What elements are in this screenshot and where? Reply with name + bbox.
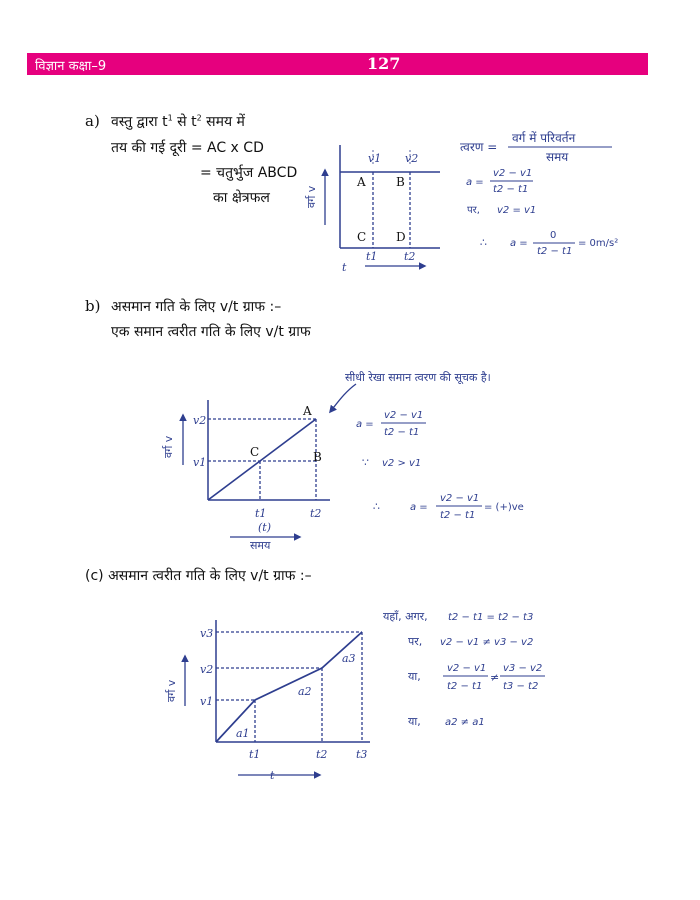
formula-a-therefore: ∴ (480, 236, 487, 249)
graph-a-t-axis: t (342, 261, 347, 274)
formula-b-because: ∵ (362, 456, 369, 469)
section-c-line1: (c) असमान त्वरीत गति के लिए v/t ग्राफ :– (85, 568, 312, 584)
formula-b-a-eq: a = (356, 419, 374, 430)
formula-b-a-den: t2 − t1 (384, 427, 420, 438)
formula-c-neq: ≠ (490, 671, 500, 684)
section-a-line1: वस्तु द्वारा $t^1$ से $t^2$ समय में (111, 113, 245, 130)
graph-b-x-label: (t) (258, 521, 272, 534)
formula-c-cond3: a2 ≠ a1 (445, 717, 485, 728)
formula-a-a-eq: a = (466, 177, 484, 188)
graph-b-t1: t1 (255, 507, 267, 520)
formula-b-therefore: ∴ (373, 500, 380, 513)
section-b-line1: असमान गति के लिए v/t ग्राफ :– (111, 299, 282, 315)
formula-c-f-r-den: t3 − t2 (503, 681, 539, 692)
formula-a-res-a: a = (510, 238, 528, 249)
graph-b-callout: सीधी रेखा समान त्वरण की सूचक है। (345, 371, 491, 384)
graph-c-y-label: वर्ग v (165, 679, 178, 702)
graph-c-a3: a3 (342, 652, 356, 665)
graph-c-line (216, 632, 362, 742)
graph-a-point-b: B (396, 175, 405, 189)
graph-b-line (208, 419, 316, 500)
formula-c-yahan: यहाँ, अगर, (383, 610, 428, 623)
formula-a-acc-den: समय (546, 150, 569, 164)
formula-b-a-num: v2 − v1 (384, 410, 424, 421)
header-subject: विज्ञान कक्षा–9 (35, 59, 107, 74)
graph-b-point-c: C (250, 445, 260, 459)
formula-b-because-cond: v2 > v1 (382, 458, 422, 469)
formula-a-res-val: = 0m/s² (578, 238, 619, 249)
formula-c-f-l-den: t2 − t1 (447, 681, 483, 692)
graph-b-v1: v1 (193, 456, 207, 469)
section-a-line2: तय की गई दूरी = AC x CD (111, 140, 264, 156)
graph-b-point-b: B (313, 450, 322, 464)
graph-c-v2: v2 (200, 663, 214, 676)
formula-c-ya2: या, (408, 715, 421, 728)
formula-b-res-a: a = (410, 502, 428, 513)
formula-a-res-num: 0 (550, 230, 557, 241)
formula-b-res-num: v2 − v1 (440, 493, 480, 504)
formula-c-ya1: या, (408, 670, 421, 683)
graph-b-v2: v2 (193, 414, 207, 427)
graph-c-t2: t2 (316, 748, 328, 761)
graph-c-v1: v1 (200, 695, 214, 708)
section-a-line4: का क्षेत्रफल (213, 190, 270, 206)
graph-b-callout-arrow (330, 384, 356, 412)
graph-c-t-axis: t (270, 769, 275, 782)
graph-a-point-d: D (396, 230, 406, 244)
graph-c-t3: t3 (356, 748, 368, 761)
formula-b-res-val: = (+)ve (484, 502, 524, 513)
graph-a-t2: t2 (404, 250, 416, 263)
formula-a-par-cond: v2 = v1 (497, 205, 537, 216)
graph-c-v3: v3 (200, 627, 214, 640)
graph-b-x-label2: समय (250, 539, 271, 552)
formula-a-par: पर, (467, 205, 480, 216)
graph-c-a2: a2 (298, 685, 312, 698)
section-a-marker: a) (85, 112, 100, 130)
section-b-marker: b) (85, 297, 101, 315)
graph-a-v1: v1 (368, 152, 382, 165)
formula-a-res-den: t2 − t1 (537, 246, 573, 257)
formula-c-f-r-num: v3 − v2 (503, 663, 543, 674)
graph-a-point-a: A (357, 175, 366, 189)
formula-a-acc-num: वर्ग में परिवर्तन (512, 131, 576, 145)
graph-b-y-label: वर्ग v (162, 435, 175, 458)
section-b-line2: एक समान त्वरीत गति के लिए v/t ग्राफ (111, 324, 311, 340)
graph-b-point-a: A (303, 404, 312, 418)
graph-a-y-label: वर्ग v (305, 185, 318, 208)
formula-a-a-den: t2 − t1 (493, 184, 529, 195)
graph-b-t2: t2 (310, 507, 322, 520)
graph-a-t1: t1 (366, 250, 378, 263)
formula-c-par: पर, (408, 635, 423, 648)
formula-a-a-num: v2 − v1 (493, 168, 533, 179)
graph-a (325, 145, 440, 266)
formula-c-cond2: v2 − v1 ≠ v3 − v2 (440, 637, 534, 648)
graph-c-t1: t1 (249, 748, 261, 761)
graph-a-point-c: C (357, 230, 367, 244)
graph-b (183, 384, 356, 500)
formula-a-acc-label: त्वरण = (460, 140, 498, 154)
formula-c-cond1: t2 − t1 = t2 − t3 (448, 612, 534, 623)
section-a-line3: = चतुर्भुज ABCD (200, 165, 298, 181)
page-number: 127 (367, 54, 401, 73)
graph-c-a1: a1 (236, 727, 250, 740)
graph-a-v2: v2 (405, 152, 419, 165)
formula-b-res-den: t2 − t1 (440, 510, 476, 521)
formula-c-f-l-num: v2 − v1 (447, 663, 487, 674)
